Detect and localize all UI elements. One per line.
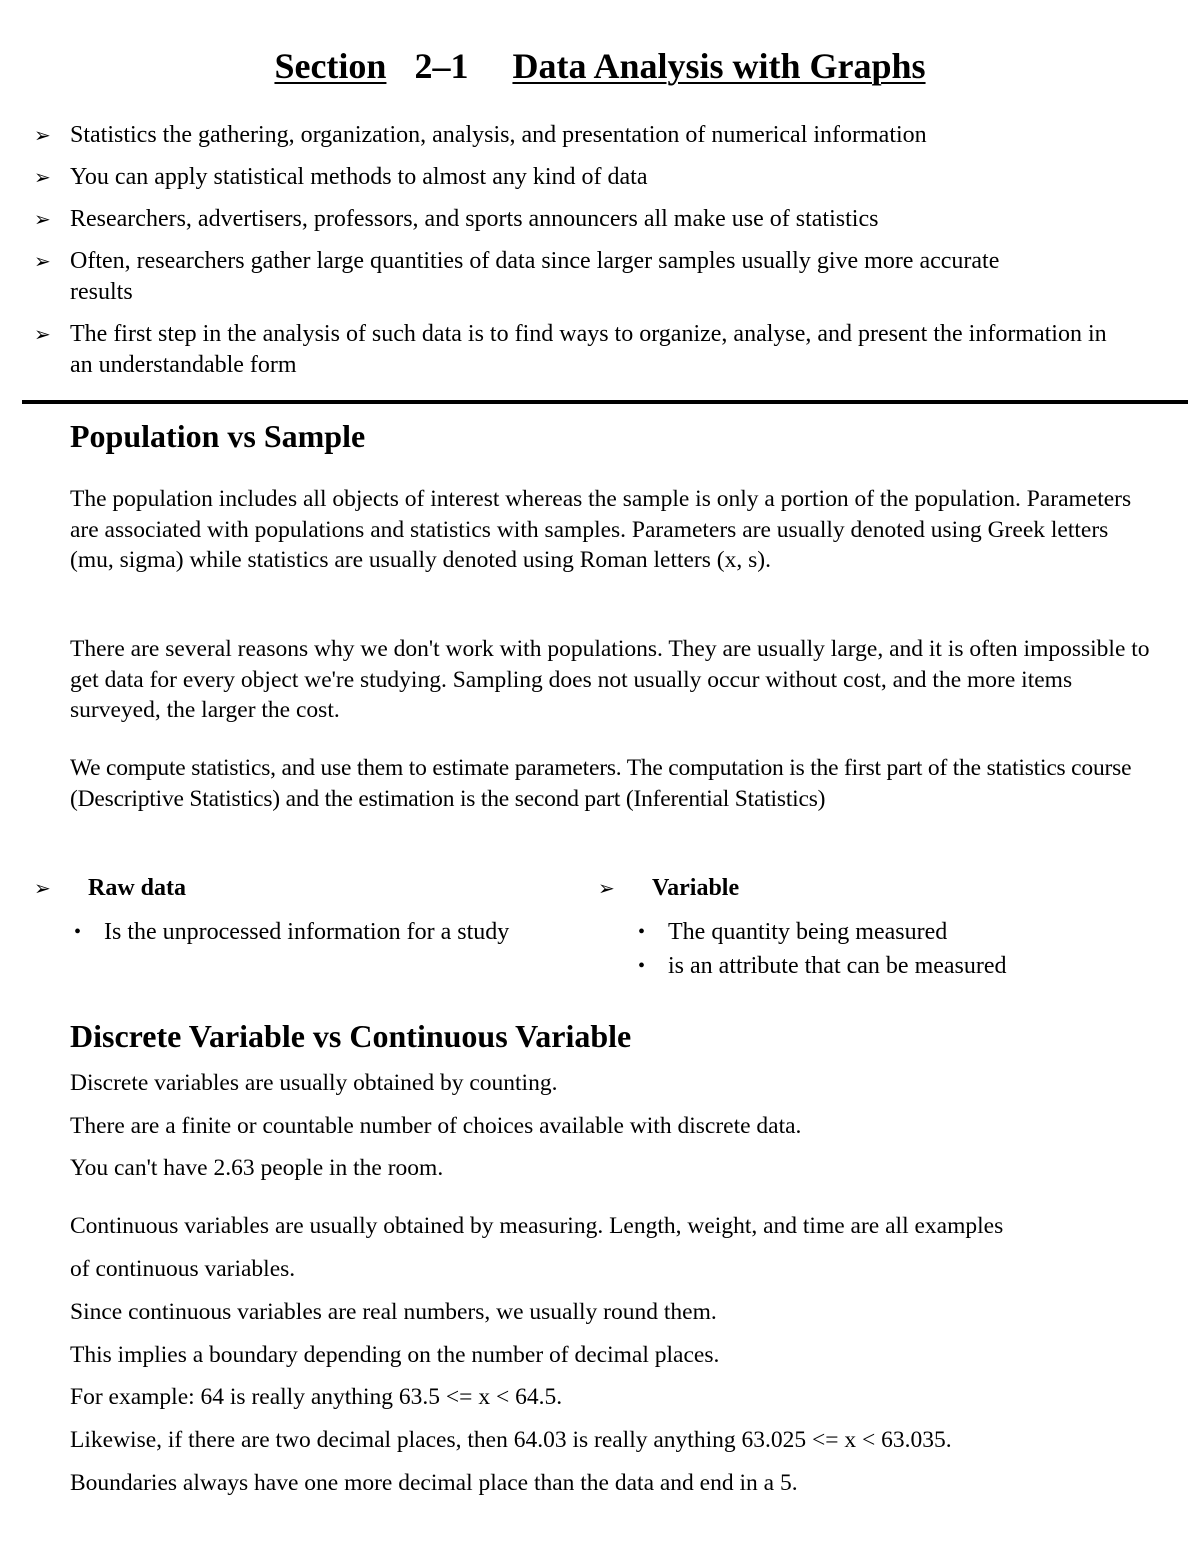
discrete-line-3: You can't have 2.63 people in the room. [70,1155,444,1181]
section-divider [22,400,1188,404]
continuous-line-1: Continuous variables are usually obtained by measuring. Length, weight, and time are all examples [70,1213,1004,1239]
section-word: Section [274,46,387,86]
arrowhead-bullet-icon: ➢ [598,876,615,900]
population-paragraph-3: We compute statistics, and use them to estimate parameters. The computation is the first part of the statistics course (Descriptive Statistics) and the estimation is the second part (Inferential Statistics) [70,755,1132,812]
list-item: • is an attribute that can be measured [634,950,1154,982]
list-item: • Is the unprocessed information for a study [70,916,540,948]
list-item: ➢ Often, researchers gather large quantities of data since larger samples usually give more accurate results [34,248,1000,305]
arrowhead-bullet-icon: ➢ [34,165,51,189]
discrete-line-2: There are a finite or countable number of choices available with discrete data. [70,1113,802,1139]
raw-data-list [70,916,540,950]
list-item: ➢ Statistics the gathering, organization, analysis, and presentation of numerical information [34,120,1154,151]
continuous-line-7: Boundaries always have one more decimal place than the data and end in a 5. [70,1470,798,1496]
list-item: • The quantity being measured [634,916,1154,948]
continuous-line-3: Since continuous variables are real numbers, we usually round them. [70,1299,717,1325]
continuous-line-2: of continuous variables. [70,1256,296,1282]
continuous-line-5: For example: 64 is really anything 63.5 <= x < 64.5. [70,1384,563,1410]
population-paragraph-2: There are several reasons why we don't work with populations. They are usually large, and it is often impossible to get data for every object we're studying. Sampling does not usually occur without cost, and the more items surveyed, the larger the cost. [70,636,1150,723]
section-topic: Data Analysis with Graphs [512,46,926,86]
arrowhead-bullet-icon: ➢ [34,123,51,147]
variable-list [634,916,1154,984]
page-title [0,44,1200,88]
round-bullet-icon: • [638,921,646,943]
continuous-line-6: Likewise, if there are two decimal places, then 64.03 is really anything 63.025 <= x < 63.035. [70,1427,952,1453]
round-bullet-icon: • [638,955,646,977]
list-item: ➢ You can apply statistical methods to almost any kind of data [34,162,1154,193]
intro-bullet-list [34,120,1154,392]
round-bullet-icon: • [74,921,82,943]
population-heading: Population vs Sample [70,418,366,454]
arrowhead-bullet-icon: ➢ [34,322,51,346]
discrete-line-1: Discrete variables are usually obtained by counting. [70,1070,558,1096]
population-paragraph-1: The population includes all objects of interest whereas the sample is only a portion of the population. Parameters are associated with populations and statistics with samples. Parameters are usually denoted using Greek letters (mu, sigma) while statistics are usually denoted using Roman letters (x, s). [70,486,1132,573]
arrowhead-bullet-icon: ➢ [34,876,51,900]
section-number: 2–1 [414,46,469,86]
continuous-line-4: This implies a boundary depending on the number of decimal places. [70,1342,720,1368]
arrowhead-bullet-icon: ➢ [34,207,51,231]
arrowhead-bullet-icon: ➢ [34,249,51,273]
list-item: ➢ The first step in the analysis of such data is to find ways to organize, analyse, and present the information in an understandable form [34,321,1107,378]
discrete-heading: Discrete Variable vs Continuous Variable [70,1018,632,1054]
variable-heading: ➢ Variable [598,872,739,904]
list-item: ➢ Researchers, advertisers, professors, and sports announcers all make use of statistics [34,204,1154,235]
raw-data-heading: ➢ Raw data [34,872,186,904]
